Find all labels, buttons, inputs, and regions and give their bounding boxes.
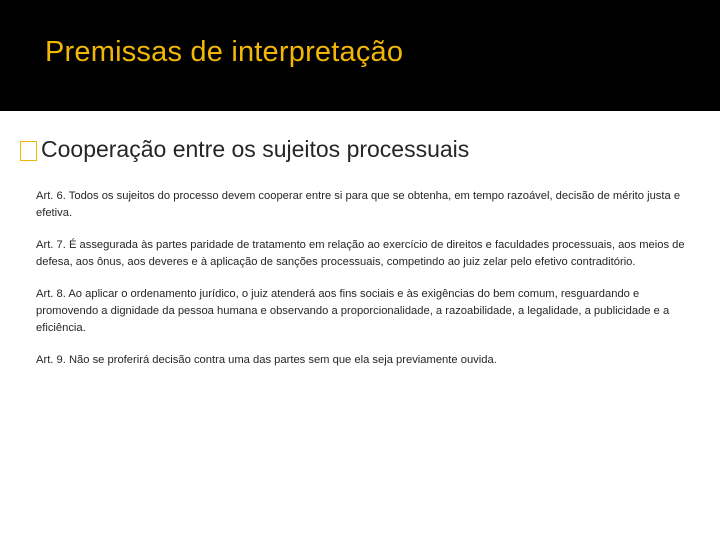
article-6: Art. 6. Todos os sujeitos do processo devem cooperar entre si para que se obtenha, em tempo razoável, decisão de mérito justa e efetiva.: [36, 190, 681, 219]
articles-list: [36, 188, 696, 384]
article-9: Art. 9. Não se proferirá decisão contra uma das partes sem que ela seja previamente ouvida.: [36, 354, 497, 366]
slide-title: Premissas de interpretação: [45, 36, 404, 68]
article-8: Art. 8. Ao aplicar o ordenamento jurídico, o juiz atenderá aos fins sociais e às exigências do bem comum, resguardando e promovendo a dignidade da pessoa humana e observando a proporcionalidade, a razoabilidade, a legalidade, a publicidade e a eficiência.: [36, 288, 670, 334]
section-heading: Cooperação entre os sujeitos processuais: [41, 136, 470, 162]
square-bullet-icon: [20, 141, 37, 161]
title-band: [0, 0, 720, 111]
section-heading-row: [20, 136, 469, 163]
article-7: Art. 7. É assegurada às partes paridade de tratamento em relação ao exercício de direitos e faculdades processuais, aos meios de defesa, aos ônus, aos deveres e à aplicação de sanções processuais, competindo ao juiz zelar pelo efetivo contraditório.: [36, 239, 685, 268]
